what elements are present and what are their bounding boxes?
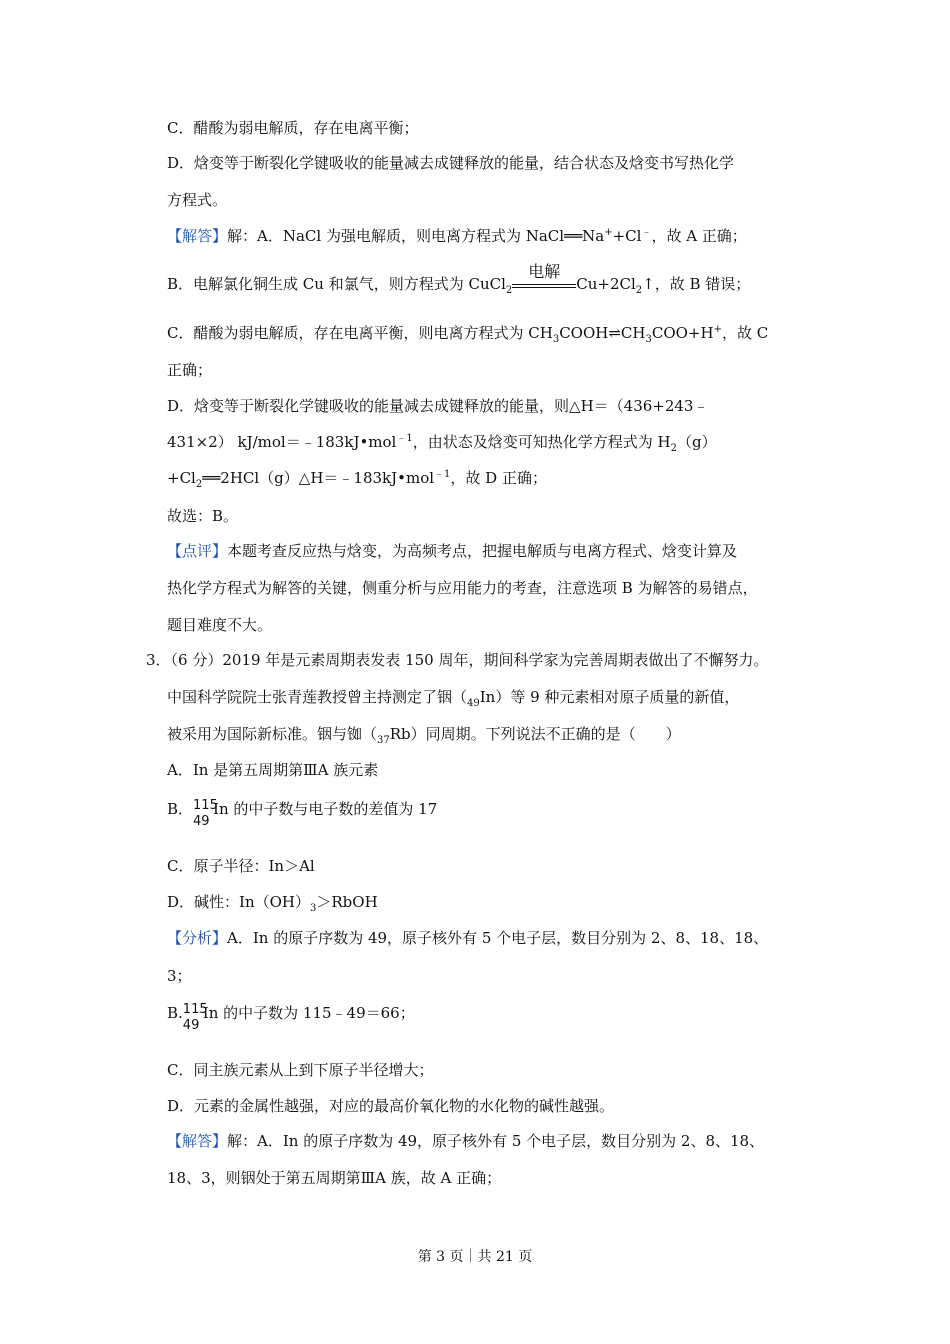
- analysis-nuclide-symbol: [182, 1002, 208, 1033]
- solution-text: 解：A．In 的原子序数为 49，原子核外有 5 个电子层，数目分别为 2、8、18、: [227, 1132, 765, 1150]
- nuclide-z: 49: [193, 814, 210, 829]
- answer-tag: 【解答】: [167, 227, 228, 245]
- line-choice: 故选：B。: [167, 507, 239, 525]
- c-text-a: C．醋酸为弱电解质，存在电离平衡，则电离方程式为 CH: [167, 324, 553, 342]
- line-b-electrolysis: [167, 262, 751, 296]
- comment-line-1: [167, 541, 737, 561]
- option-d: [167, 892, 378, 912]
- c-text-c: COO+H: [651, 324, 714, 342]
- d-sup: ﹣1: [396, 433, 413, 444]
- answer-text-c: ，故 A 正确；: [651, 227, 747, 245]
- comment-line-2: 热化学方程式为解答的关键，侧重分析与应用能力的考查，注意选项 B 为解答的易错点，: [167, 579, 758, 597]
- nuclide-mass: 115: [193, 798, 218, 813]
- option-d-text-a: D．碱性：In（OH）: [167, 893, 310, 911]
- line-c-weak-electrolyte: C．醋酸为弱电解质，存在电离平衡；: [167, 119, 419, 137]
- line-equation-method: 方程式。: [167, 191, 228, 209]
- d3-text-b: ══2HCl（g）△H＝﹣183kJ•mol: [202, 469, 435, 487]
- b-text-a: B．电解氯化铜生成 Cu 和氯气，则方程式为 CuCl: [167, 275, 506, 293]
- option-c: C．原子半径：In＞Al: [167, 857, 315, 875]
- solution-line-1: [167, 1131, 764, 1151]
- answer-line-a: [167, 226, 747, 246]
- d-text-c: （g）: [676, 433, 717, 451]
- analysis-tag: 【分析】: [167, 929, 228, 947]
- b-sub-b: 2: [635, 285, 643, 296]
- d3-sub: 2: [195, 479, 203, 490]
- comment-line-3: 题目难度不大。: [167, 616, 273, 634]
- question-3-text: （6 分）2019 年是元素周期表发表 150 周年，期间科学家为完善周期表做出了不懈努力。: [170, 651, 769, 669]
- sup-plus: +: [604, 227, 613, 238]
- electrolysis-arrow: [512, 262, 576, 292]
- question-3-line-3: [167, 724, 681, 744]
- c-sub-1: 3: [552, 334, 560, 345]
- q3-text-d: Rb）同周期。下列说法不正确的是（ ）: [389, 725, 681, 743]
- d-text-b: ，由状态及焓变可知热化学方程式为 H: [412, 433, 671, 451]
- c-text-b: COOH⇌CH: [559, 324, 646, 342]
- answer-text-a: 解：A．NaCl 为强电解质，则电离方程式为 NaCl══Na: [227, 227, 605, 245]
- question-3-line-2: [167, 687, 739, 707]
- analysis-b-text: In 的中子数为 115﹣49＝66；: [202, 1004, 415, 1022]
- line-d-calc-2: [167, 432, 717, 452]
- page-footer: 第 3 页｜共 21 页: [417, 1249, 533, 1265]
- d3-text-a: +Cl: [167, 469, 196, 487]
- analysis-b-label: B.: [167, 1004, 183, 1022]
- option-d-sub: 3: [310, 903, 317, 914]
- analysis-line-2: 3；: [167, 967, 192, 985]
- electrolysis-label: 电解: [528, 262, 561, 281]
- option-b: [167, 798, 438, 829]
- analysis-line-c: C．同主族元素从上到下原子半径增大；: [167, 1061, 434, 1079]
- q3-sub-49: 49: [467, 698, 480, 709]
- c-sup: +: [713, 324, 722, 335]
- option-a: A．In 是第五周期第ⅢA 族元素: [167, 761, 379, 779]
- nuclide-symbol: [193, 798, 218, 829]
- analysis-line-d: D．元素的金属性越强，对应的最高价氧化物的水化物的碱性越强。: [167, 1097, 615, 1115]
- b-text-c: ↑，故 B 错误；: [642, 275, 751, 293]
- solution-tag: 【解答】: [167, 1132, 228, 1150]
- c-text-d: ，故 C: [721, 324, 769, 342]
- line-c-ionization: [167, 323, 768, 343]
- question-number: 3．: [146, 651, 171, 669]
- analysis-line-1: [167, 928, 768, 948]
- line-correct: 正确；: [167, 361, 213, 379]
- option-d-text-b: ＞RbOH: [316, 893, 378, 911]
- d3-sup: ﹣1: [434, 469, 451, 480]
- sup-minus: ﹣: [641, 227, 652, 238]
- d3-text-c: ，故 D 正确；: [450, 469, 547, 487]
- analysis-line-b: [167, 1002, 415, 1033]
- b-text-b: Cu+2Cl: [576, 275, 636, 293]
- line-d-enthalpy: D．焓变等于断裂化学键吸收的能量减去成键释放的能量，结合状态及焓变书写热化学: [167, 154, 735, 172]
- line-d-calc-3: [167, 468, 547, 488]
- solution-line-2: 18、3，则铟处于第五周期第ⅢA 族，故 A 正确；: [167, 1169, 502, 1187]
- analysis-nuclide-z: 49: [182, 1018, 200, 1033]
- q3-text-c: 被采用为国际新标准。铟与铷（: [167, 725, 378, 743]
- option-b-label: B．: [167, 800, 194, 818]
- d-sub: 2: [670, 443, 677, 454]
- q3-text-a: 中国科学院院士张青莲教授曾主持测定了铟（: [167, 688, 468, 706]
- q3-sub-37: 37: [377, 735, 390, 746]
- question-3-line-1: [146, 650, 768, 670]
- analysis-text: A．In 的原子序数为 49，原子核外有 5 个电子层，数目分别为 2、8、18、18、: [227, 929, 769, 947]
- comment-tag: 【点评】: [167, 542, 228, 560]
- comment-text: 本题考查反应热与焓变，为高频考点，把握电解质与电离方程式、焓变计算及: [227, 542, 738, 560]
- d-text-a: 431×2） kJ/mol＝﹣183kJ•mol: [167, 433, 397, 451]
- option-b-text: In 的中子数与电子数的差值为 17: [213, 800, 438, 818]
- c-sub-2: 3: [645, 334, 652, 345]
- b-sub-a: 2: [505, 285, 513, 296]
- analysis-nuclide-mass: 115: [182, 1002, 208, 1017]
- line-d-calc: D．焓变等于断裂化学键吸收的能量减去成键释放的能量，则△H＝（436+243﹣: [167, 397, 709, 415]
- q3-text-b: In）等 9 种元素相对原子质量的新值，: [479, 688, 740, 706]
- answer-text-b: +Cl: [612, 227, 642, 245]
